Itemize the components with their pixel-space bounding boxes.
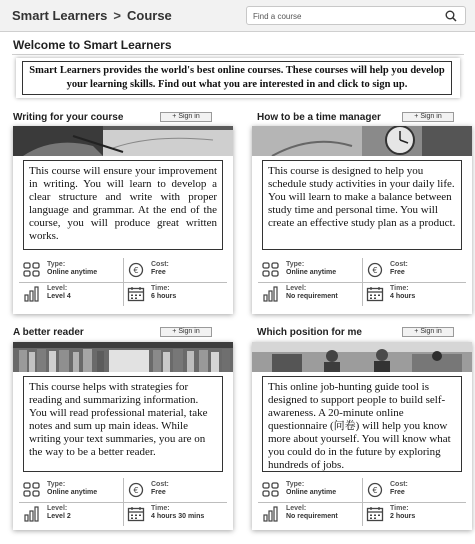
time-value: 2 hours <box>390 513 416 520</box>
level-cell <box>258 282 362 306</box>
cost-value: Free <box>390 269 405 276</box>
time-value: 6 hours <box>151 293 177 300</box>
cost-value: Free <box>390 489 405 496</box>
level-value: Level 2 <box>47 513 71 520</box>
level-cell <box>19 502 123 526</box>
level-cell <box>19 282 123 306</box>
time-label: Time: <box>390 285 409 292</box>
course-card <box>252 342 472 530</box>
grid-icon <box>23 482 41 498</box>
euro-icon <box>127 482 145 498</box>
level-value: No requirement <box>286 513 338 520</box>
course-title: Writing for your course <box>13 112 124 123</box>
calendar-icon <box>366 506 384 522</box>
cost-label: Cost: <box>390 481 408 488</box>
time-cell <box>123 502 227 526</box>
euro-icon <box>366 482 384 498</box>
time-label: Time: <box>151 505 170 512</box>
time-cell <box>362 282 466 306</box>
sign-in-button[interactable]: + Sign in <box>160 112 212 122</box>
sign-in-button[interactable]: + Sign in <box>160 327 212 337</box>
level-cell <box>258 502 362 526</box>
type-label: Type: <box>286 481 305 488</box>
breadcrumb-separator: > <box>113 8 121 23</box>
course-description: This course helps with strategies for reading and summarizing information. You will read professional material, take notes and sum up main ideas. While writing your text summaries, you are on the way to be a better reader. <box>23 376 223 472</box>
clock-photo <box>252 126 472 156</box>
svg-text:€: € <box>372 266 378 275</box>
level-bars-icon <box>23 506 41 522</box>
search-icon[interactable] <box>445 10 457 22</box>
calendar-icon <box>127 286 145 302</box>
course-info <box>258 478 466 526</box>
cost-label: Cost: <box>151 261 169 268</box>
euro-icon <box>127 262 145 278</box>
type-cell <box>258 478 362 502</box>
grid-icon <box>262 482 280 498</box>
cost-cell <box>362 478 466 502</box>
type-value: Online anytime <box>286 489 337 496</box>
course-title: Which position for me <box>257 327 362 338</box>
svg-text:€: € <box>133 486 139 495</box>
level-bars-icon <box>262 286 280 302</box>
course-card <box>252 126 472 314</box>
breadcrumb-current: Course <box>126 8 172 23</box>
time-value: 4 hours <box>390 293 416 300</box>
level-bars-icon <box>23 286 41 302</box>
type-value: Online anytime <box>47 269 98 276</box>
type-label: Type: <box>47 261 66 268</box>
cost-cell <box>123 478 227 502</box>
top-bar <box>0 0 475 32</box>
course-description: This online job-hunting guide tool is designed to support people to build self-awareness. A 20-minute online questionnaire (问卷) will help you know more about yourself. You will know what you could do in the future by exploring hundreds of jobs. <box>262 376 462 472</box>
course-title: How to be a time manager <box>257 112 381 123</box>
level-value: No requirement <box>286 293 338 300</box>
time-label: Time: <box>390 505 409 512</box>
cost-value: Free <box>151 269 166 276</box>
level-label: Level: <box>286 505 307 512</box>
svg-text:€: € <box>133 266 139 275</box>
course-description: This course is designed to help you schedule study activities in your daily life. You will learn to make a balance between study time and personal time. You will create an effective study plan as a product. <box>262 160 462 250</box>
time-cell <box>123 282 227 306</box>
breadcrumb-home-link[interactable]: Smart Learners <box>12 8 108 23</box>
type-value: Online anytime <box>286 269 337 276</box>
course-description: This course will ensure your improvement in writing. You will learn to develop a clear structure and write with proper language and grammar. At the end of the course, you will produce great written works. <box>23 160 223 250</box>
sign-in-button[interactable]: + Sign in <box>402 327 454 337</box>
type-cell <box>258 258 362 282</box>
course-card <box>13 126 233 314</box>
intro-text: Smart Learners provides the world's best online courses. These courses will help you develop your learning skills. Find out what you are interested in and click to sign up. <box>22 61 452 95</box>
search-box[interactable] <box>246 6 466 25</box>
course-card <box>13 342 233 530</box>
grid-icon <box>262 262 280 278</box>
calendar-icon <box>127 506 145 522</box>
type-value: Online anytime <box>47 489 98 496</box>
course-title: A better reader <box>13 327 84 338</box>
euro-icon <box>366 262 384 278</box>
office-photo <box>252 342 472 372</box>
time-label: Time: <box>151 285 170 292</box>
sign-in-button[interactable]: + Sign in <box>402 112 454 122</box>
type-label: Type: <box>47 481 66 488</box>
time-value: 4 hours 30 mins <box>151 513 205 520</box>
cost-value: Free <box>151 489 166 496</box>
type-label: Type: <box>286 261 305 268</box>
writing-photo <box>13 126 233 156</box>
svg-text:€: € <box>372 486 378 495</box>
course-info <box>19 478 227 526</box>
course-info <box>258 258 466 306</box>
level-label: Level: <box>47 505 68 512</box>
divider <box>12 54 464 55</box>
divider <box>123 258 124 306</box>
cost-label: Cost: <box>390 261 408 268</box>
divider <box>123 478 124 526</box>
level-value: Level 4 <box>47 293 71 300</box>
cost-label: Cost: <box>151 481 169 488</box>
breadcrumb <box>12 8 172 23</box>
level-label: Level: <box>47 285 68 292</box>
calendar-icon <box>366 286 384 302</box>
divider <box>362 258 363 306</box>
time-cell <box>362 502 466 526</box>
type-cell <box>19 258 123 282</box>
level-label: Level: <box>286 285 307 292</box>
cost-cell <box>123 258 227 282</box>
cost-cell <box>362 258 466 282</box>
divider <box>362 478 363 526</box>
grid-icon <box>23 262 41 278</box>
level-bars-icon <box>262 506 280 522</box>
type-cell <box>19 478 123 502</box>
bookshelf-photo <box>13 342 233 372</box>
search-input[interactable] <box>253 9 433 23</box>
page-title: Welcome to Smart Learners <box>13 38 172 52</box>
course-info <box>19 258 227 306</box>
